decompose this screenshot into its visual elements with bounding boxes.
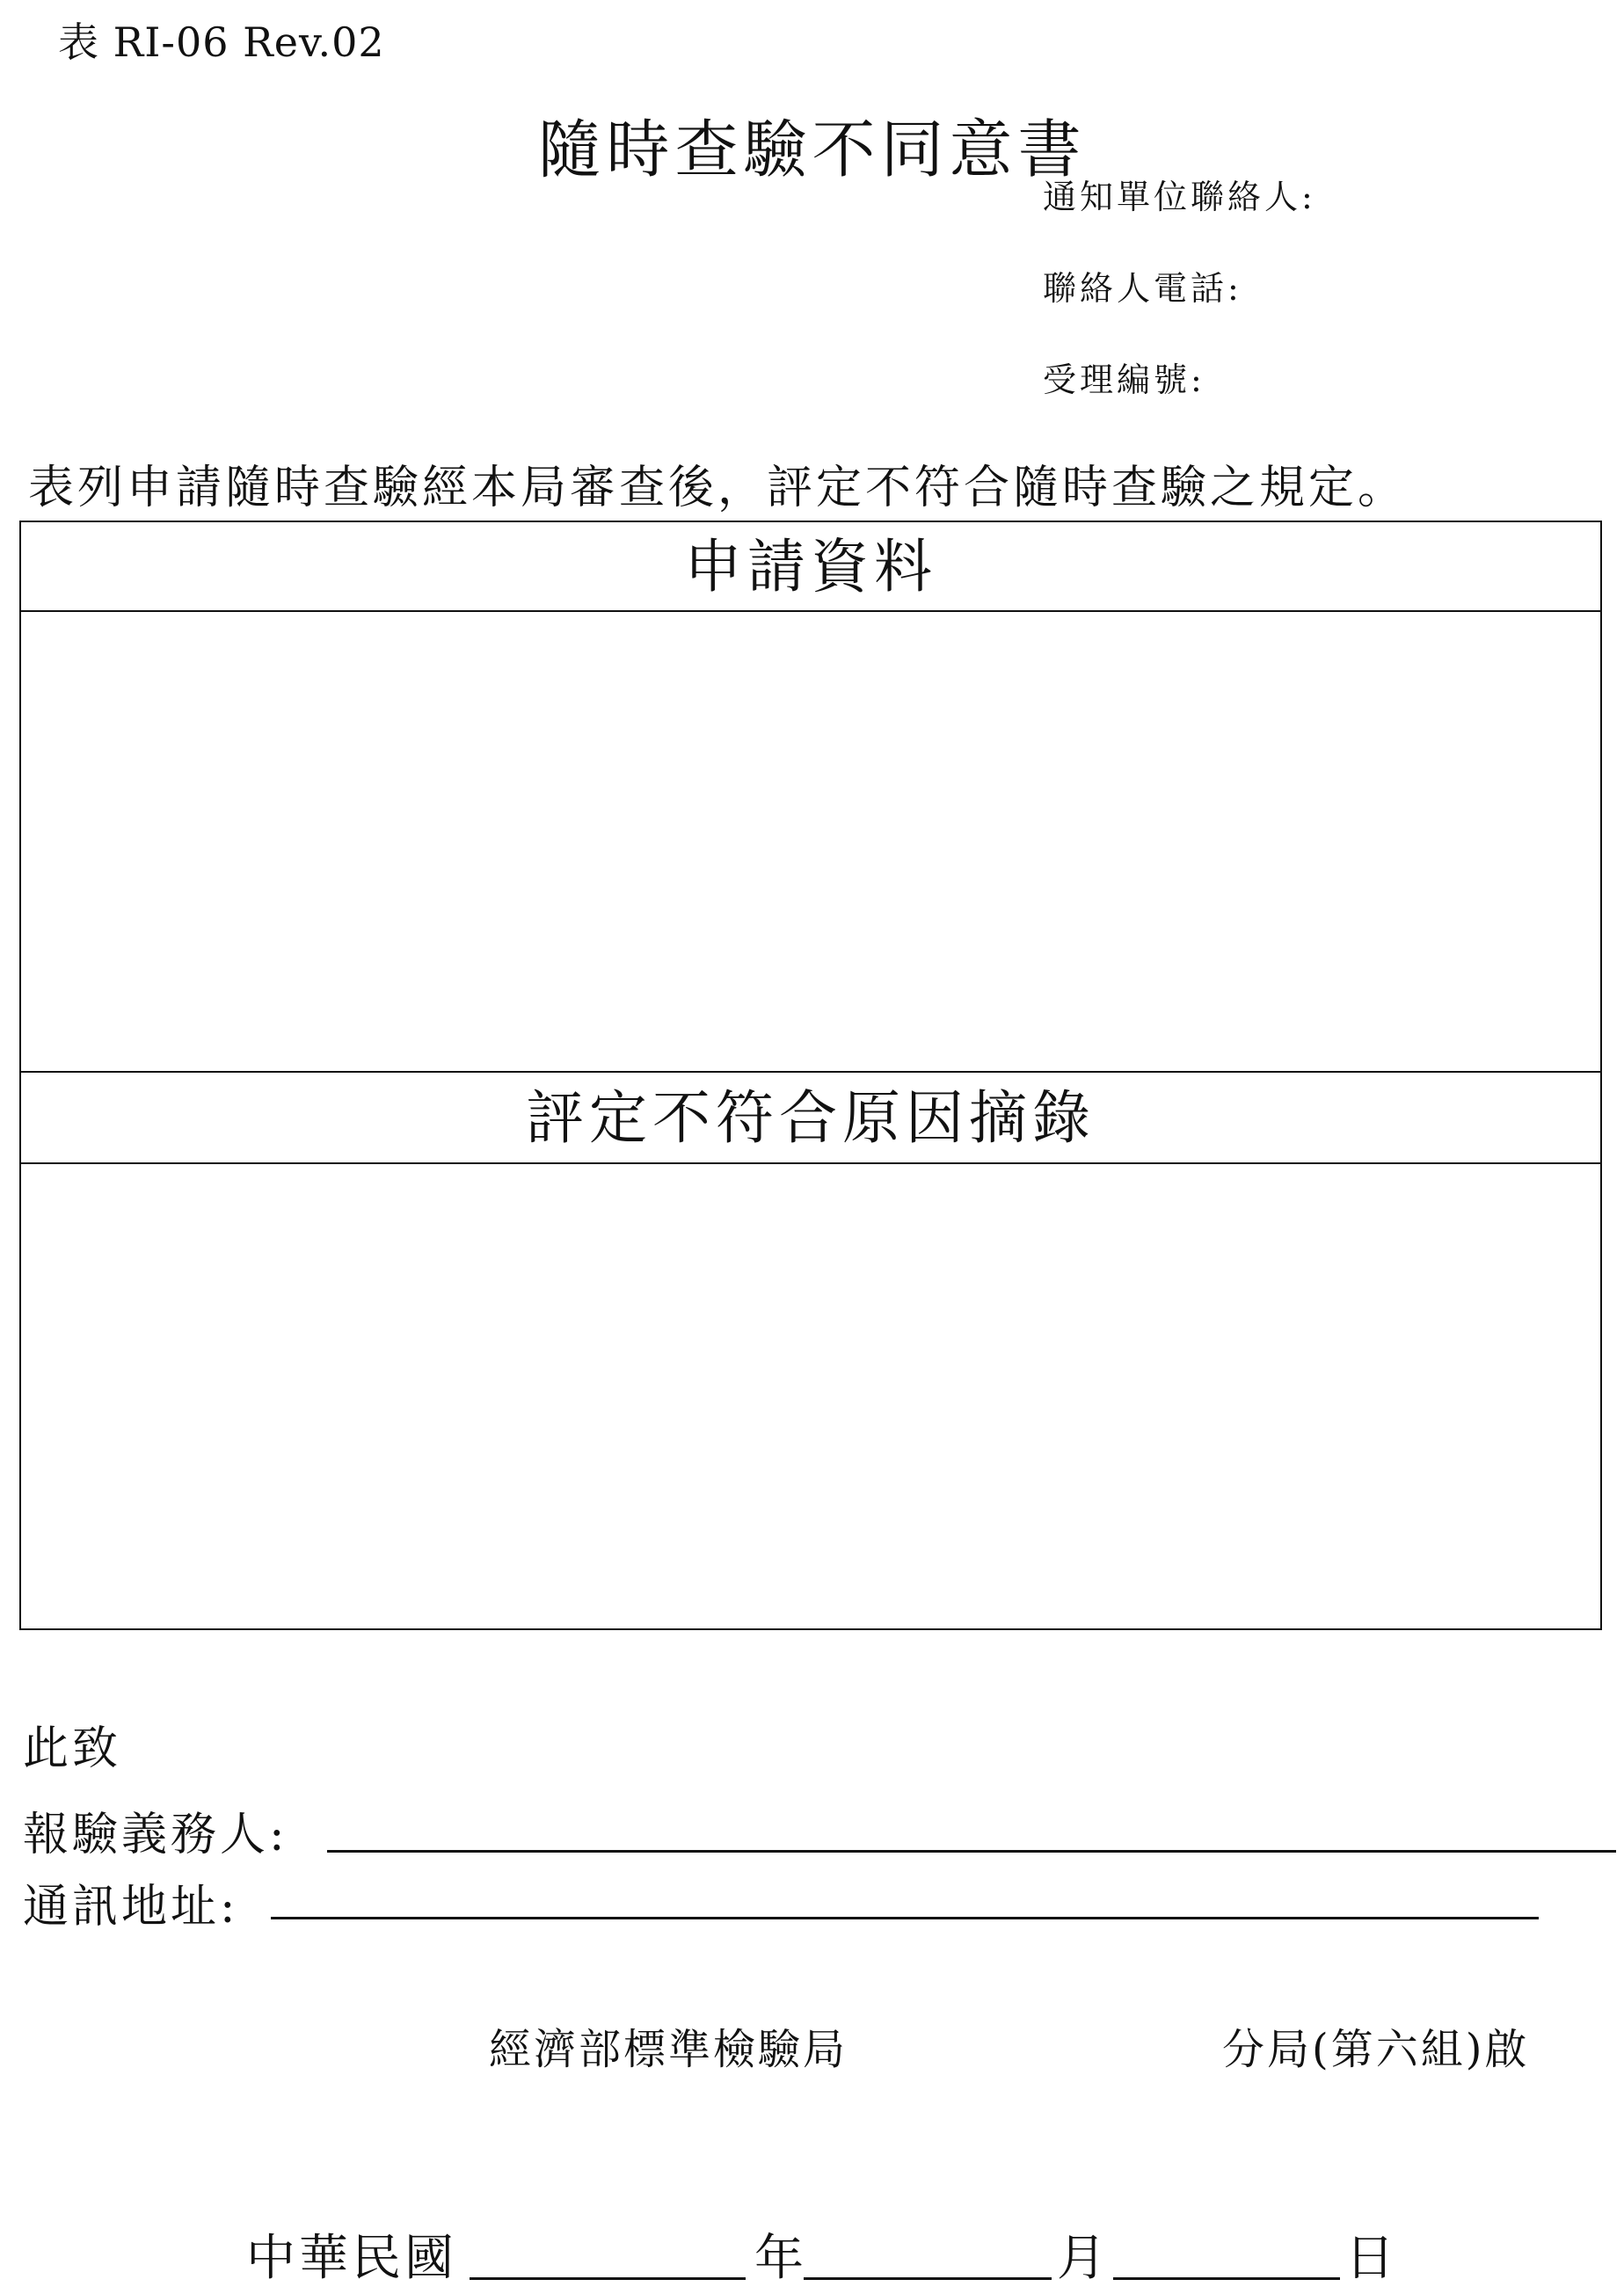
- contact-phone-label: 聯絡人電話:: [1043, 269, 1242, 308]
- month-blank-line[interactable]: [804, 2277, 1052, 2280]
- section-reasons-header: 評定不符合原因摘錄: [21, 1073, 1600, 1164]
- date-year-unit: 年: [754, 2230, 807, 2287]
- section-application-body[interactable]: [21, 612, 1600, 1073]
- year-blank-line[interactable]: [470, 2277, 746, 2280]
- case-number-label: 受理編號:: [1043, 360, 1205, 399]
- address-label: 通訊地址:: [23, 1881, 239, 1934]
- intro-statement: 表列申請隨時查驗經本局審查後，評定不符合隨時查驗之規定。: [28, 462, 1408, 514]
- notifier-contact-label: 通知單位聯絡人:: [1043, 178, 1316, 216]
- date-day-unit: 日: [1345, 2230, 1398, 2287]
- agency-name: 經濟部標準檢驗局: [489, 2025, 848, 2074]
- contact-block: [1043, 180, 1316, 455]
- form-table: [19, 521, 1602, 1630]
- day-blank-line[interactable]: [1113, 2277, 1340, 2280]
- salutation: 此致: [23, 1722, 122, 1775]
- date-era: 中華民國: [246, 2230, 457, 2287]
- obligor-label: 報驗義務人:: [23, 1809, 288, 1861]
- date-month-unit: 月: [1057, 2230, 1110, 2287]
- section-application-header: 申請資料: [21, 522, 1600, 612]
- section-reasons-body[interactable]: [21, 1164, 1600, 1628]
- branch-name: 分局(第六組)啟: [1222, 2025, 1530, 2074]
- obligor-blank-line[interactable]: [327, 1850, 1616, 1853]
- form-code: 表 RI-06 Rev.02: [58, 18, 385, 66]
- document-title: 隨時查驗不同意書: [537, 113, 1087, 186]
- address-row: [23, 1869, 239, 1935]
- obligor-row: [23, 1797, 288, 1863]
- address-blank-line[interactable]: [271, 1917, 1539, 1919]
